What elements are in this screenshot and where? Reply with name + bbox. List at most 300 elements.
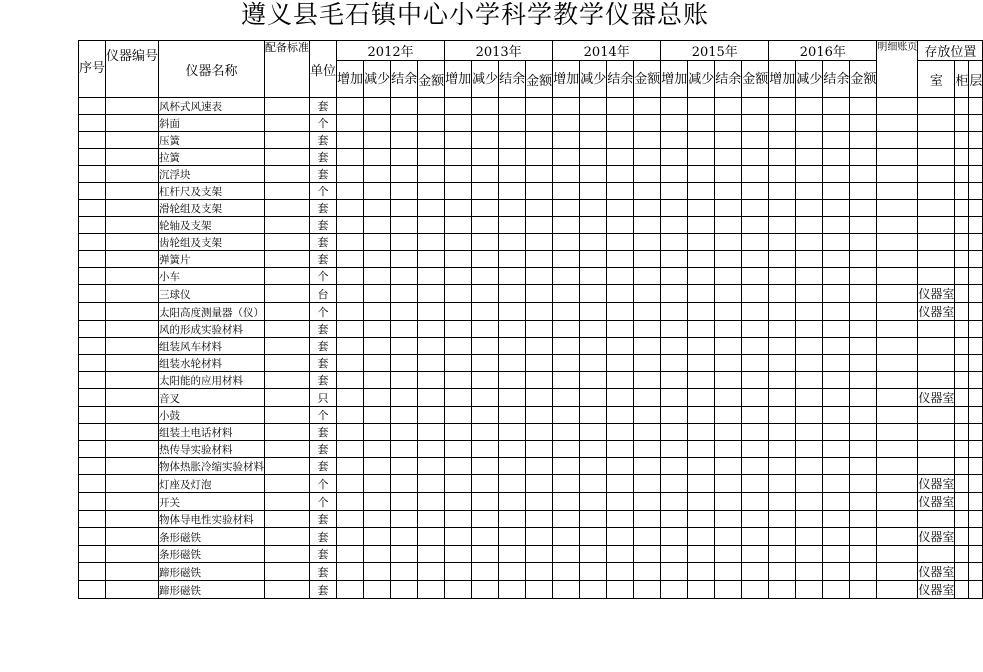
table-row <box>79 183 983 200</box>
instrument-name-cell: 太阳高度测量器（仪） <box>159 303 265 321</box>
quantity-cell <box>391 372 418 389</box>
quantity-cell <box>742 98 769 115</box>
quantity-cell <box>796 166 823 183</box>
storage-layer-cell <box>969 98 983 115</box>
quantity-cell <box>391 355 418 372</box>
seq-cell <box>79 355 106 372</box>
quantity-cell <box>661 251 688 268</box>
quantity-cell <box>742 493 769 511</box>
detail-page-cell <box>877 424 918 441</box>
detail-page-cell <box>877 98 918 115</box>
quantity-cell <box>769 475 796 493</box>
quantity-cell <box>472 424 499 441</box>
quantity-cell <box>418 234 445 251</box>
quantity-cell <box>472 458 499 475</box>
quantity-cell <box>580 528 607 546</box>
unit-cell: 个 <box>310 493 337 511</box>
code-cell <box>106 511 159 528</box>
table-row <box>79 166 983 183</box>
quantity-cell <box>634 372 661 389</box>
storage-room-cell <box>918 234 955 251</box>
table-row <box>79 338 983 355</box>
quantity-cell <box>526 581 553 599</box>
quantity-cell <box>688 200 715 217</box>
quantity-cell <box>580 234 607 251</box>
standard-cell <box>265 581 310 599</box>
quantity-cell <box>364 581 391 599</box>
quantity-cell <box>796 251 823 268</box>
quantity-cell <box>337 407 364 424</box>
storage-layer-cell <box>969 115 983 132</box>
quantity-cell <box>580 166 607 183</box>
quantity-cell <box>337 372 364 389</box>
table-row <box>79 546 983 563</box>
quantity-cell <box>580 132 607 149</box>
quantity-cell <box>607 217 634 234</box>
quantity-cell <box>715 458 742 475</box>
code-cell <box>106 200 159 217</box>
quantity-cell <box>364 424 391 441</box>
quantity-cell <box>634 546 661 563</box>
quantity-cell <box>607 200 634 217</box>
unit-cell: 个 <box>310 407 337 424</box>
quantity-cell <box>472 546 499 563</box>
quantity-cell <box>418 268 445 285</box>
quantity-cell <box>796 338 823 355</box>
quantity-cell <box>580 389 607 407</box>
quantity-cell <box>364 183 391 200</box>
quantity-cell <box>445 372 472 389</box>
seq-cell <box>79 338 106 355</box>
quantity-cell <box>742 458 769 475</box>
quantity-cell <box>391 251 418 268</box>
storage-room-cell <box>918 268 955 285</box>
quantity-cell <box>553 546 580 563</box>
quantity-cell <box>526 251 553 268</box>
storage-layer-cell <box>969 528 983 546</box>
quantity-cell <box>418 581 445 599</box>
quantity-cell <box>472 407 499 424</box>
code-cell <box>106 217 159 234</box>
storage-cabinet-cell <box>955 581 969 599</box>
quantity-cell <box>742 183 769 200</box>
quantity-cell <box>445 98 472 115</box>
seq-cell <box>79 98 106 115</box>
quantity-cell <box>472 321 499 338</box>
quantity-cell <box>472 234 499 251</box>
quantity-cell <box>607 475 634 493</box>
storage-cabinet-cell <box>955 475 969 493</box>
quantity-cell <box>688 546 715 563</box>
storage-room-cell <box>918 338 955 355</box>
detail-page-cell <box>877 166 918 183</box>
standard-cell <box>265 528 310 546</box>
quantity-cell <box>526 234 553 251</box>
instrument-name-cell: 物体热胀冷缩实验材料 <box>159 458 265 475</box>
quantity-cell <box>499 475 526 493</box>
table-row <box>79 493 983 511</box>
quantity-cell <box>472 98 499 115</box>
standard-cell <box>265 563 310 581</box>
instrument-name-cell: 风的形成实验材料 <box>159 321 265 338</box>
quantity-cell <box>526 511 553 528</box>
quantity-cell <box>796 321 823 338</box>
quantity-cell <box>337 268 364 285</box>
code-cell <box>106 132 159 149</box>
standard-cell <box>265 268 310 285</box>
quantity-cell <box>742 149 769 166</box>
header-2012-increase: 增加 <box>337 61 364 98</box>
quantity-cell <box>688 407 715 424</box>
storage-room-cell <box>918 200 955 217</box>
quantity-cell <box>823 546 850 563</box>
quantity-cell <box>769 581 796 599</box>
quantity-cell <box>634 321 661 338</box>
quantity-cell <box>607 234 634 251</box>
storage-room-cell: 仪器室 <box>918 528 955 546</box>
quantity-cell <box>553 303 580 321</box>
quantity-cell <box>472 475 499 493</box>
quantity-cell <box>769 441 796 458</box>
quantity-cell <box>472 149 499 166</box>
quantity-cell <box>715 475 742 493</box>
code-cell <box>106 115 159 132</box>
storage-layer-cell <box>969 251 983 268</box>
quantity-cell <box>418 424 445 441</box>
quantity-cell <box>607 166 634 183</box>
quantity-cell <box>337 285 364 303</box>
seq-cell <box>79 217 106 234</box>
quantity-cell <box>337 563 364 581</box>
quantity-cell <box>337 200 364 217</box>
detail-page-cell <box>877 200 918 217</box>
quantity-cell <box>391 115 418 132</box>
storage-room-cell <box>918 458 955 475</box>
quantity-cell <box>391 234 418 251</box>
quantity-cell <box>391 546 418 563</box>
quantity-cell <box>445 528 472 546</box>
instrument-name-cell: 音叉 <box>159 389 265 407</box>
header-2013-balance: 结余 <box>499 61 526 98</box>
storage-room-cell <box>918 217 955 234</box>
quantity-cell <box>418 475 445 493</box>
storage-room-cell: 仪器室 <box>918 389 955 407</box>
quantity-cell <box>553 251 580 268</box>
instrument-name-cell: 杠杆尺及支架 <box>159 183 265 200</box>
quantity-cell <box>661 511 688 528</box>
quantity-cell <box>418 166 445 183</box>
standard-cell <box>265 132 310 149</box>
quantity-cell <box>391 407 418 424</box>
quantity-cell <box>742 115 769 132</box>
quantity-cell <box>850 372 877 389</box>
quantity-cell <box>661 458 688 475</box>
quantity-cell <box>769 98 796 115</box>
quantity-cell <box>445 355 472 372</box>
quantity-cell <box>391 458 418 475</box>
quantity-cell <box>418 355 445 372</box>
quantity-cell <box>742 217 769 234</box>
quantity-cell <box>445 458 472 475</box>
quantity-cell <box>526 98 553 115</box>
code-cell <box>106 149 159 166</box>
quantity-cell <box>391 166 418 183</box>
instrument-name-cell: 风杯式风速表 <box>159 98 265 115</box>
quantity-cell <box>445 511 472 528</box>
quantity-cell <box>634 528 661 546</box>
standard-cell <box>265 493 310 511</box>
header-year-2016: 2016年 <box>769 41 877 61</box>
storage-cabinet-cell <box>955 217 969 234</box>
quantity-cell <box>391 217 418 234</box>
quantity-cell <box>472 115 499 132</box>
quantity-cell <box>796 546 823 563</box>
quantity-cell <box>418 389 445 407</box>
quantity-cell <box>715 303 742 321</box>
table-row <box>79 285 983 303</box>
standard-cell <box>265 372 310 389</box>
quantity-cell <box>634 98 661 115</box>
quantity-cell <box>445 166 472 183</box>
quantity-cell <box>715 115 742 132</box>
quantity-cell <box>337 132 364 149</box>
quantity-cell <box>418 217 445 234</box>
quantity-cell <box>499 546 526 563</box>
detail-page-cell <box>877 234 918 251</box>
standard-cell <box>265 441 310 458</box>
quantity-cell <box>580 251 607 268</box>
quantity-cell <box>499 389 526 407</box>
quantity-cell <box>445 493 472 511</box>
quantity-cell <box>661 441 688 458</box>
quantity-cell <box>418 303 445 321</box>
code-cell <box>106 355 159 372</box>
quantity-cell <box>715 200 742 217</box>
instrument-name-cell: 蹄形磁铁 <box>159 581 265 599</box>
quantity-cell <box>337 303 364 321</box>
storage-room-cell <box>918 149 955 166</box>
code-cell <box>106 389 159 407</box>
storage-cabinet-cell <box>955 251 969 268</box>
quantity-cell <box>634 303 661 321</box>
quantity-cell <box>850 407 877 424</box>
quantity-cell <box>742 441 769 458</box>
quantity-cell <box>391 183 418 200</box>
quantity-cell <box>850 563 877 581</box>
seq-cell <box>79 581 106 599</box>
seq-cell <box>79 563 106 581</box>
quantity-cell <box>607 389 634 407</box>
quantity-cell <box>580 372 607 389</box>
quantity-cell <box>418 115 445 132</box>
quantity-cell <box>688 234 715 251</box>
seq-cell <box>79 149 106 166</box>
quantity-cell <box>445 475 472 493</box>
quantity-cell <box>526 217 553 234</box>
quantity-cell <box>796 372 823 389</box>
quantity-cell <box>769 458 796 475</box>
storage-layer-cell <box>969 511 983 528</box>
quantity-cell <box>823 389 850 407</box>
header-year-2013: 2013年 <box>445 41 553 61</box>
quantity-cell <box>472 389 499 407</box>
quantity-cell <box>688 458 715 475</box>
quantity-cell <box>418 458 445 475</box>
standard-cell <box>265 546 310 563</box>
storage-layer-cell <box>969 166 983 183</box>
storage-room-cell: 仪器室 <box>918 475 955 493</box>
storage-layer-cell <box>969 200 983 217</box>
table-row <box>79 200 983 217</box>
quantity-cell <box>580 200 607 217</box>
quantity-cell <box>472 132 499 149</box>
quantity-cell <box>364 546 391 563</box>
quantity-cell <box>553 183 580 200</box>
quantity-cell <box>526 303 553 321</box>
quantity-cell <box>796 493 823 511</box>
detail-page-cell <box>877 132 918 149</box>
quantity-cell <box>499 321 526 338</box>
quantity-cell <box>823 372 850 389</box>
quantity-cell <box>499 424 526 441</box>
quantity-cell <box>364 285 391 303</box>
quantity-cell <box>850 166 877 183</box>
seq-cell <box>79 441 106 458</box>
table-row <box>79 132 983 149</box>
detail-page-cell <box>877 563 918 581</box>
quantity-cell <box>823 441 850 458</box>
quantity-cell <box>661 98 688 115</box>
quantity-cell <box>553 321 580 338</box>
quantity-cell <box>499 251 526 268</box>
detail-page-cell <box>877 458 918 475</box>
storage-room-cell: 仪器室 <box>918 581 955 599</box>
quantity-cell <box>769 546 796 563</box>
quantity-cell <box>337 321 364 338</box>
storage-layer-cell <box>969 303 983 321</box>
quantity-cell <box>499 493 526 511</box>
quantity-cell <box>553 285 580 303</box>
quantity-cell <box>850 285 877 303</box>
quantity-cell <box>337 234 364 251</box>
quantity-cell <box>661 372 688 389</box>
quantity-cell <box>661 183 688 200</box>
quantity-cell <box>391 581 418 599</box>
quantity-cell <box>769 115 796 132</box>
quantity-cell <box>526 268 553 285</box>
quantity-cell <box>850 389 877 407</box>
quantity-cell <box>850 441 877 458</box>
quantity-cell <box>418 563 445 581</box>
detail-page-cell <box>877 115 918 132</box>
storage-cabinet-cell <box>955 234 969 251</box>
quantity-cell <box>796 458 823 475</box>
quantity-cell <box>499 285 526 303</box>
quantity-cell <box>364 268 391 285</box>
quantity-cell <box>337 217 364 234</box>
detail-page-cell <box>877 372 918 389</box>
quantity-cell <box>823 132 850 149</box>
header-code: 仪器编号 <box>106 41 159 98</box>
quantity-cell <box>796 98 823 115</box>
quantity-cell <box>688 217 715 234</box>
quantity-cell <box>688 389 715 407</box>
quantity-cell <box>742 528 769 546</box>
header-year-2015: 2015年 <box>661 41 769 61</box>
storage-cabinet-cell <box>955 200 969 217</box>
code-cell <box>106 458 159 475</box>
quantity-cell <box>364 98 391 115</box>
unit-cell: 套 <box>310 511 337 528</box>
table-row <box>79 217 983 234</box>
quantity-cell <box>337 424 364 441</box>
quantity-cell <box>688 183 715 200</box>
unit-cell: 套 <box>310 528 337 546</box>
quantity-cell <box>418 132 445 149</box>
code-cell <box>106 285 159 303</box>
quantity-cell <box>661 303 688 321</box>
quantity-cell <box>445 268 472 285</box>
quantity-cell <box>364 389 391 407</box>
detail-page-cell <box>877 475 918 493</box>
instrument-name-cell: 条形磁铁 <box>159 546 265 563</box>
storage-layer-cell <box>969 132 983 149</box>
quantity-cell <box>526 355 553 372</box>
storage-cabinet-cell <box>955 115 969 132</box>
quantity-cell <box>364 407 391 424</box>
quantity-cell <box>850 200 877 217</box>
quantity-cell <box>850 338 877 355</box>
quantity-cell <box>499 372 526 389</box>
quantity-cell <box>769 251 796 268</box>
quantity-cell <box>796 355 823 372</box>
quantity-cell <box>364 149 391 166</box>
quantity-cell <box>364 493 391 511</box>
instrument-name-cell: 滑轮组及支架 <box>159 200 265 217</box>
quantity-cell <box>796 132 823 149</box>
quantity-cell <box>499 166 526 183</box>
unit-cell: 个 <box>310 475 337 493</box>
quantity-cell <box>607 321 634 338</box>
quantity-cell <box>553 563 580 581</box>
quantity-cell <box>742 424 769 441</box>
quantity-cell <box>337 475 364 493</box>
quantity-cell <box>634 563 661 581</box>
quantity-cell <box>742 581 769 599</box>
quantity-cell <box>445 407 472 424</box>
storage-layer-cell <box>969 321 983 338</box>
quantity-cell <box>715 511 742 528</box>
storage-room-cell <box>918 355 955 372</box>
quantity-cell <box>580 321 607 338</box>
storage-layer-cell <box>969 407 983 424</box>
quantity-cell <box>796 511 823 528</box>
quantity-cell <box>337 115 364 132</box>
quantity-cell <box>634 493 661 511</box>
quantity-cell <box>445 200 472 217</box>
quantity-cell <box>769 217 796 234</box>
storage-layer-cell <box>969 183 983 200</box>
quantity-cell <box>337 355 364 372</box>
quantity-cell <box>742 563 769 581</box>
quantity-cell <box>607 251 634 268</box>
unit-cell: 套 <box>310 200 337 217</box>
storage-cabinet-cell <box>955 441 969 458</box>
storage-cabinet-cell <box>955 132 969 149</box>
standard-cell <box>265 166 310 183</box>
seq-cell <box>79 251 106 268</box>
table-row <box>79 563 983 581</box>
